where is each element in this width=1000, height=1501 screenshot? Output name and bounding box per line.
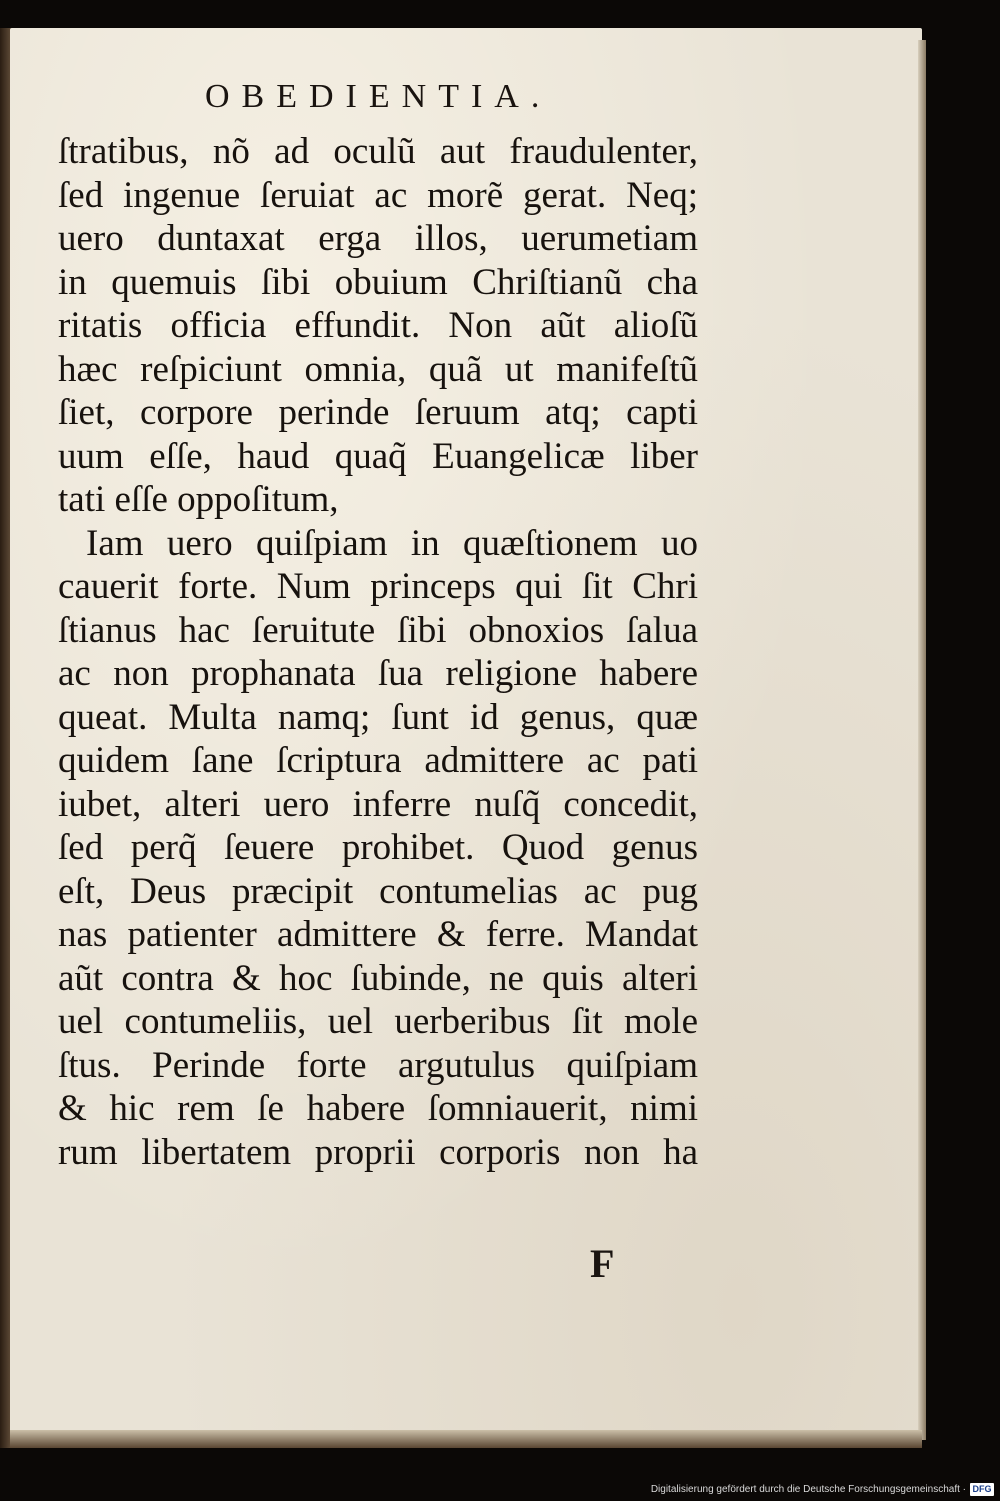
text-line-6: hæc reſpiciunt omnia, quã ut manifeſtũ [58, 348, 698, 390]
text-line-18: eſt, Deus præcipit contumelias ac pug [58, 870, 698, 912]
text-line-1: ſtratibus, nõ ad oculũ aut fraudulenter, [58, 131, 698, 172]
text-line-5: ritatis officia effundit. Non aũt alioſũ [58, 305, 698, 346]
text-line-22: ſtus. Perinde forte argutulus quiſpiam [58, 1044, 698, 1086]
dfg-logo-icon: DFG [970, 1483, 994, 1496]
text-line-23: & hic rem ſe habere ſomniauerit, nimi [58, 1088, 698, 1129]
text-line-21: uel contumeliis, uel uerberibus ſit mole [58, 1001, 698, 1042]
text-line-16: iubet, alteri uero inferre nuſq̃ concedit, [58, 783, 698, 825]
body-text [58, 130, 698, 1174]
text-line-3: uero duntaxat erga illos, uerumetiam [58, 218, 698, 259]
text-line-17: ſed perq̃ ſeuere prohibet. Quod genus [58, 827, 698, 868]
footer-credit: Digitalisierung gefördert durch die Deutsche Forschungsgemeinschaft · [650, 1484, 966, 1495]
page-bottom-edge [10, 1430, 922, 1448]
text-line-10: Iam uero quiſpiam in quæſtionem uo [86, 522, 698, 564]
text-line-8: uum eſſe, haud quaq̃ Euangelicæ liber [58, 435, 698, 477]
signature-mark: F [590, 1241, 615, 1286]
text-line-9: tati eſſe oppoſitum, [58, 479, 339, 520]
text-line-19: nas patienter admittere & ferre. Mandat [58, 914, 698, 955]
running-head: OBEDIENTIA. [205, 78, 552, 115]
page-right-edge [918, 40, 926, 1440]
text-line-15: quidem ſane ſcriptura admittere ac pati [58, 740, 698, 781]
text-line-7: ſiet, corpore perinde ſeruum atq; capti [58, 392, 698, 433]
text-line-4: in quemuis ſibi obuium Chriſtianũ cha [58, 261, 698, 303]
text-line-12: ſtianus hac ſeruitute ſibi obnoxios ſalua [58, 609, 698, 651]
text-line-2: ſed ingenue ſeruiat ac morẽ gerat. Neq; [58, 174, 698, 216]
text-line-14: queat. Multa namq; ſunt id genus, quæ [58, 696, 698, 738]
text-line-11: cauerit forte. Num princeps qui ſit Chri [58, 566, 698, 607]
text-line-20: aũt contra & hoc ſubinde, ne quis alteri [58, 957, 698, 999]
text-line-24: rum libertatem proprii corporis non ha [58, 1131, 698, 1173]
text-line-13: ac non prophanata ſua religione habere [58, 653, 698, 694]
